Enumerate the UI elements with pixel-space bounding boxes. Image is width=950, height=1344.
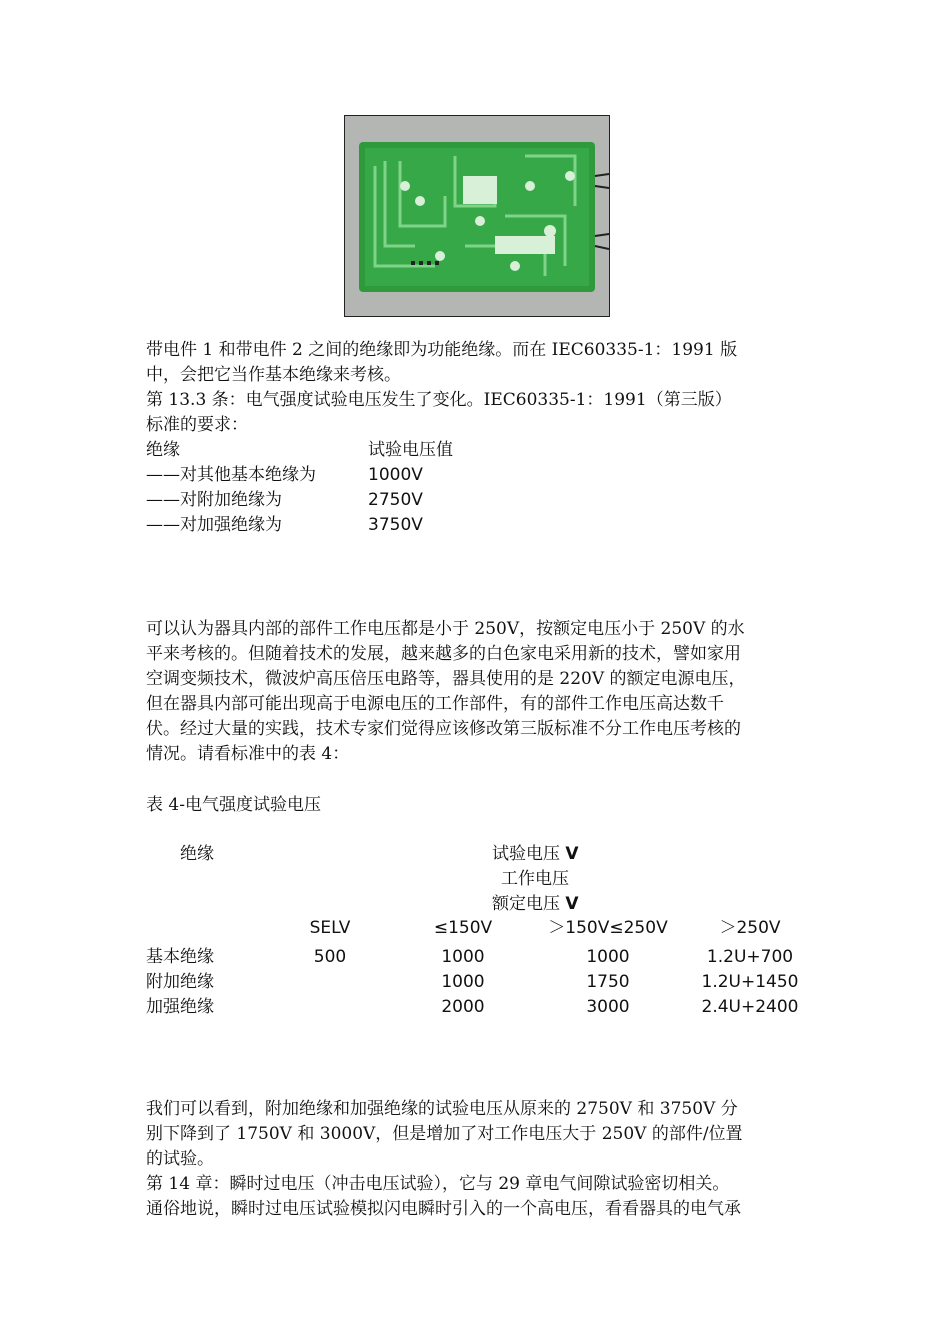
old-table-row-label: ——对其他基本绝缘为 xyxy=(146,465,316,485)
table4-cell: 1.2U+700 xyxy=(706,947,794,967)
old-table-row-value: 1000V xyxy=(368,465,423,485)
old-table-row-value: 3750V xyxy=(368,515,423,535)
para3-line-5: 通俗地说，瞬时过电压试验模拟闪电瞬时引入的一个高电压，看看器具的电气承 xyxy=(146,1199,741,1219)
table4-working-voltage-header: 工作电压 xyxy=(501,869,569,889)
table4-cell: 2.4U+2400 xyxy=(701,997,799,1017)
voltage-header-text: 试验电压 xyxy=(492,844,566,864)
rated-unit: V xyxy=(565,894,579,914)
table4-cell: 2000 xyxy=(441,997,485,1017)
table4-insulation-header: 绝缘 xyxy=(180,844,214,864)
para2-line-2: 平来考核的。但随着技术的发展，越来越多的白色家电采用新的技术，譬如家用 xyxy=(146,644,741,664)
old-table-row-value: 2750V xyxy=(368,490,423,510)
table4-rated-voltage-header xyxy=(492,892,579,917)
table4-cell: 1.2U+1450 xyxy=(701,972,799,992)
intro-line-3: 第 13.3 条：电气强度试验电压发生了变化。IEC60335-1：1991（第三版） xyxy=(146,390,732,410)
voltage-unit: V xyxy=(565,844,579,864)
table4-cell: 3000 xyxy=(586,997,630,1017)
intro-line-2: 中，会把它当作基本绝缘来考核。 xyxy=(146,365,401,385)
old-table-row-label: ——对加强绝缘为 xyxy=(146,515,282,535)
table4-cell: 1000 xyxy=(586,947,630,967)
table4-row-label: 附加绝缘 xyxy=(146,972,214,992)
old-table-row-label: ——对附加绝缘为 xyxy=(146,490,282,510)
table4-col-header: ＞150V≤250V xyxy=(548,918,668,938)
para3-line-2: 别下降到了 1750V 和 3000V，但是增加了对工作电压大于 250V 的部件/位置 xyxy=(146,1124,743,1144)
table4-col-header: ≤150V xyxy=(433,918,493,938)
table4-voltage-header xyxy=(492,842,579,867)
intro-line-4: 标准的要求： xyxy=(146,415,248,435)
table4-cell: 500 xyxy=(313,947,347,967)
intro-line-1: 带电件 1 和带电件 2 之间的绝缘即为功能绝缘。而在 IEC60335-1：1991 版 xyxy=(146,340,738,360)
table4-cell: 1750 xyxy=(586,972,630,992)
table4-caption: 表 4-电气强度试验电压 xyxy=(146,795,321,815)
para3-line-4: 第 14 章：瞬时过电压（冲击电压试验），它与 29 章电气间隙试验密切相关。 xyxy=(146,1174,730,1194)
para2-line-5: 伏。经过大量的实践，技术专家们觉得应该修改第三版标准不分工作电压考核的 xyxy=(146,719,741,739)
para2-line-6: 情况。请看标准中的表 4： xyxy=(146,744,350,764)
para3-line-1: 我们可以看到，附加绝缘和加强绝缘的试验电压从原来的 2750V 和 3750V 分 xyxy=(146,1099,738,1119)
table4-row-label: 基本绝缘 xyxy=(146,947,214,967)
table4-cell: 1000 xyxy=(441,947,485,967)
table4-col-header: SELV xyxy=(309,918,351,938)
para2-line-3: 空调变频技术，微波炉高压倍压电路等，器具使用的是 220V 的额定电源电压， xyxy=(146,669,746,689)
para2-line-4: 但在器具内部可能出现高于电源电压的工作部件，有的部件工作电压高达数千 xyxy=(146,694,724,714)
old-table-header-voltage: 试验电压值 xyxy=(368,440,453,460)
table4-col-header: ＞250V xyxy=(719,918,781,938)
old-table-header-insulation: 绝缘 xyxy=(146,440,180,460)
table4-row-label: 加强绝缘 xyxy=(146,997,214,1017)
table4-cell: 1000 xyxy=(441,972,485,992)
para3-line-3: 的试验。 xyxy=(146,1149,214,1169)
pcb-photo xyxy=(344,115,610,317)
para2-line-1: 可以认为器具内部的部件工作电压都是小于 250V，按额定电压小于 250V 的水 xyxy=(146,619,745,639)
rated-header-text: 额定电压 xyxy=(492,894,566,914)
